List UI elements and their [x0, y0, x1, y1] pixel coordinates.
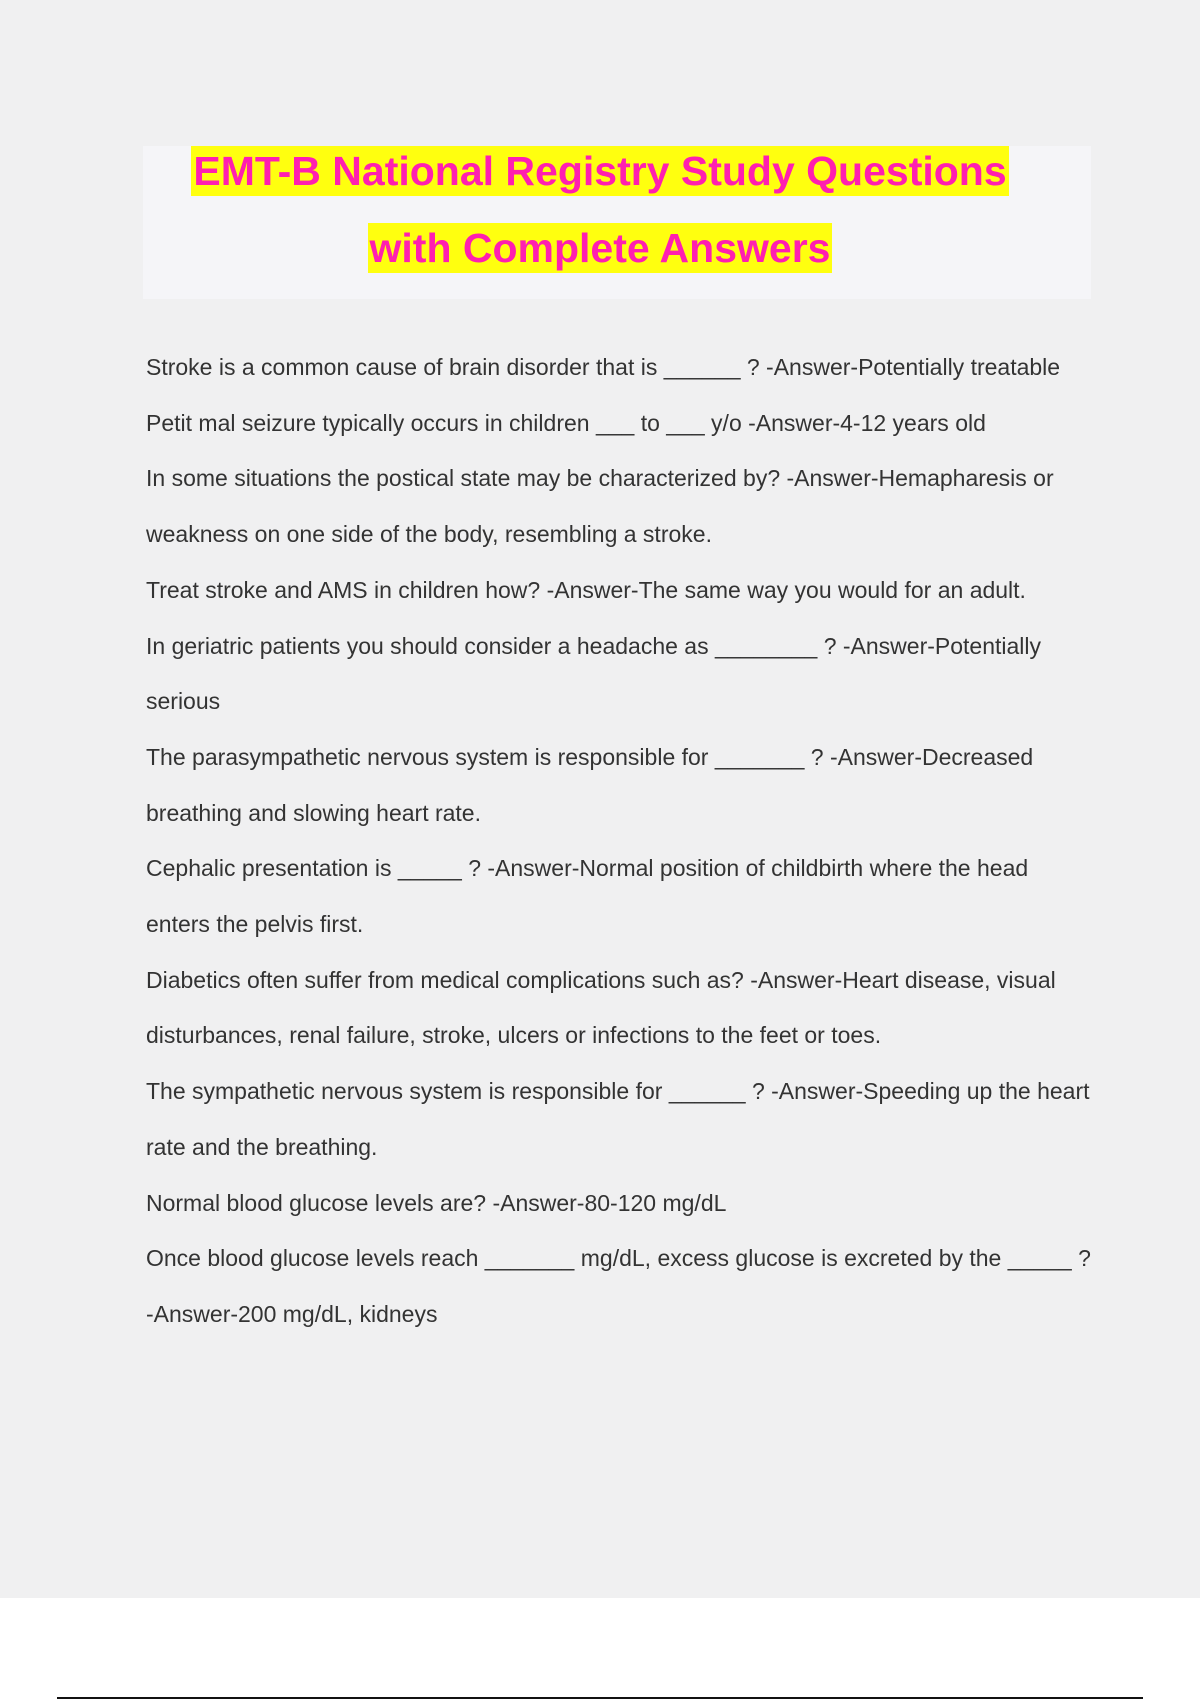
qa-item: Treat stroke and AMS in children how? -Answer-The same way you would for an adult. — [146, 576, 1026, 603]
qa-item: Cephalic presentation is _____ ? -Answer-Normal position of childbirth where the head enters the pelvis first. — [146, 855, 1029, 938]
qa-item: Once blood glucose levels reach _______ mg/dL, excess glucose is excreted by the _____ ? -Answer-200 mg/dL, kidneys — [146, 1245, 1091, 1327]
qa-item: The sympathetic nervous system is responsible for ______ ? -Answer-Speeding up the heart rate and the breathing. — [146, 1078, 1090, 1160]
qa-item: Diabetics often suffer from medical complications such as? -Answer-Heart disease, visual disturbances, renal failure, stroke, ulcers or infections to the feet or toes. — [146, 966, 1056, 1049]
qa-list — [146, 340, 1096, 1343]
page-divider — [57, 1697, 1143, 1699]
qa-item: Petit mal seizure typically occurs in children ___ to ___ y/o -Answer-4-12 years old — [146, 409, 986, 436]
qa-item: In geriatric patients you should consider a headache as ________ ? -Answer-Potentially serious — [146, 632, 1042, 715]
qa-item: Normal blood glucose levels are? -Answer-80-120 mg/dL — [146, 1189, 727, 1216]
document-title-line-1: EMT-B National Registry Study Questions — [193, 148, 1007, 194]
qa-item: In some situations the postical state may be characterized by? -Answer-Hemapharesis or weakness on one side of the body, resembling a stroke. — [146, 465, 1054, 548]
qa-item: Stroke is a common cause of brain disorder that is ______ ? -Answer-Potentially treatable — [146, 354, 1061, 380]
document-title-line-2: with Complete Answers — [369, 225, 831, 271]
qa-item: The parasympathetic nervous system is responsible for _______ ? -Answer-Decreased breathing and slowing heart rate. — [146, 743, 1034, 826]
